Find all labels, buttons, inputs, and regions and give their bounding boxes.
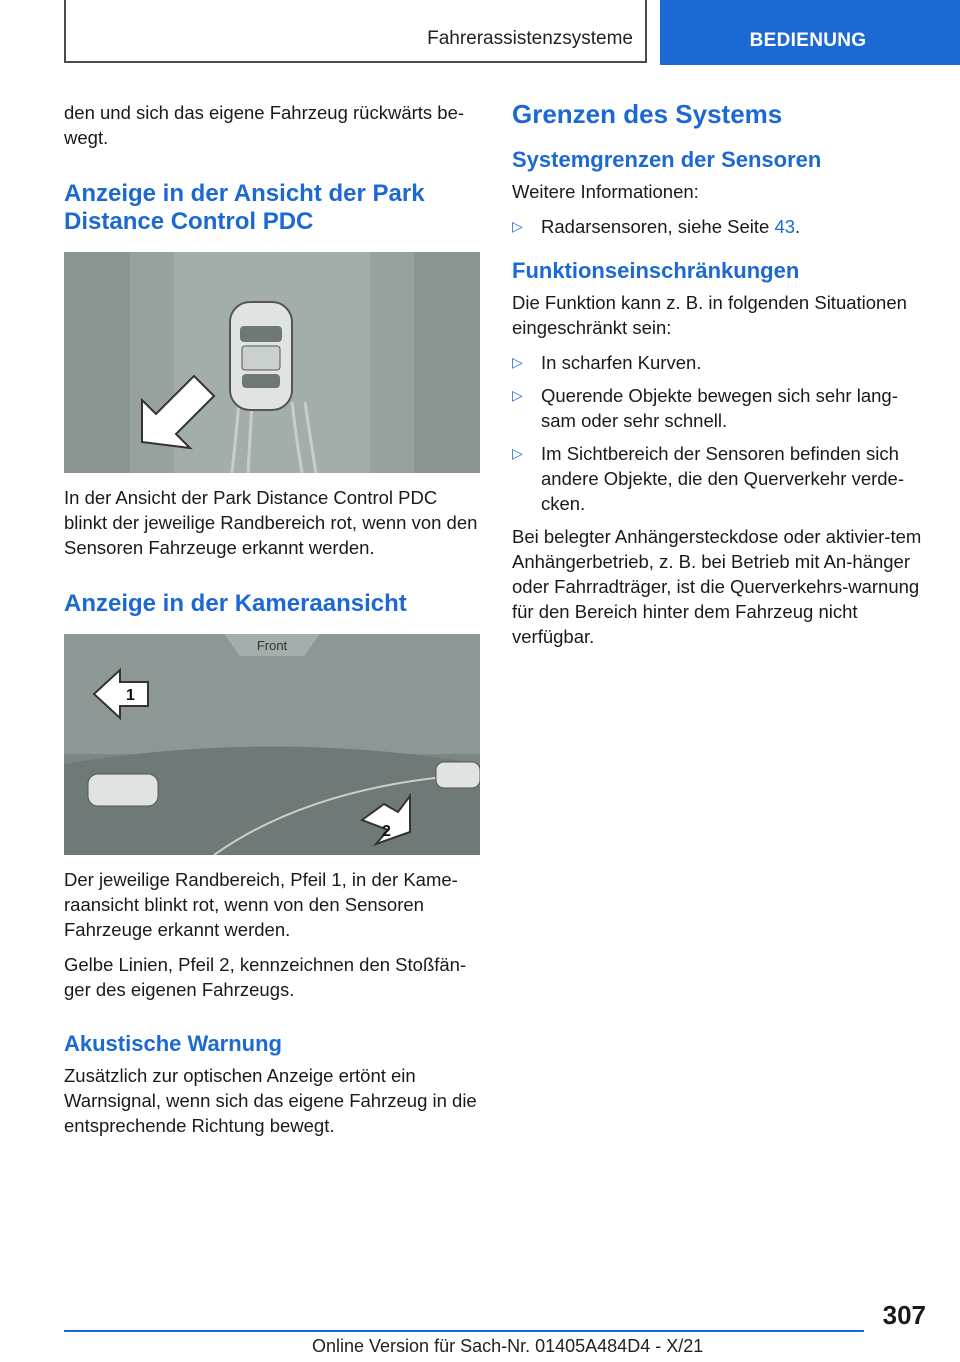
heading-pdc-view: Anzeige in der Ansicht der Park Distance Control PDC bbox=[64, 180, 425, 235]
footer-online-version: Online Version für Sach-Nr. 01405A484D4 - X/21 bbox=[312, 1336, 704, 1356]
list-item bbox=[512, 441, 926, 516]
function-paragraph: Die Funktion kann z. B. in folgenden Situationen eingeschränkt sein: bbox=[512, 292, 907, 338]
bullet-text: Querende Objekte bewegen sich sehr lang-sam oder sehr schnell. bbox=[541, 385, 898, 431]
heading-sensor-limits: Systemgrenzen der Sensoren bbox=[512, 147, 822, 172]
list-item bbox=[512, 350, 926, 375]
camera-paragraph-1: Der jeweilige Randbereich, Pfeil 1, in der Kame-raansicht blinkt rot, wenn von den Sensoren Fahrzeuge erkannt werden. bbox=[64, 869, 458, 940]
page-number: 307 bbox=[882, 1300, 926, 1330]
bullet-text: In scharfen Kurven. bbox=[541, 352, 702, 373]
sensor-bullet-list bbox=[512, 214, 926, 239]
right-column bbox=[512, 100, 926, 659]
trailer-paragraph: Bei belegter Anhängersteckdose oder aktivier-tem Anhängerbetrieb, z. B. bei Betrieb mit An-hänger oder Fahrradträger, ist die Querverkehrs-warnung für den Bereich hinter dem Fahrzeug nicht verfügbar. bbox=[512, 526, 922, 647]
pdc-paragraph: In der Ansicht der Park Distance Control PDC blinkt der jeweilige Randbereich rot, wenn von den Sensoren Fahrzeuge erkannt werden. bbox=[64, 487, 478, 558]
intro-paragraph: den und sich das eigene Fahrzeug rückwärts be-wegt. bbox=[64, 102, 465, 148]
bullet-radar-end: . bbox=[795, 216, 801, 237]
list-item bbox=[512, 214, 926, 239]
heading-acoustic-warning: Akustische Warnung bbox=[64, 1031, 282, 1056]
more-info-paragraph: Weitere Informationen: bbox=[512, 181, 699, 202]
heading-system-limits: Grenzen des Systems bbox=[512, 99, 783, 129]
bullet-radar-text: Radarsensoren, siehe Seite bbox=[541, 216, 775, 237]
triangle-right-icon: ▷ bbox=[512, 354, 523, 370]
restriction-bullet-list bbox=[512, 350, 926, 516]
bullet-text: Im Sichtbereich der Sensoren befinden sich andere Objekte, die den Querverkehr verde-cken. bbox=[541, 443, 905, 514]
front-label: Front bbox=[256, 638, 288, 653]
header-section-box bbox=[64, 0, 647, 63]
header-section-title: Fahrerassistenzsysteme bbox=[427, 28, 633, 49]
pdc-view-illustration bbox=[64, 252, 480, 473]
acoustic-paragraph: Zusätzlich zur optischen Anzeige ertönt ein Warnsignal, wenn sich das eigene Fahrzeug in die entsprechende Richtung bewegt. bbox=[64, 1065, 477, 1136]
triangle-right-icon: ▷ bbox=[512, 218, 523, 234]
header-chapter-title: BEDIENUNG bbox=[749, 30, 867, 51]
heading-function-restrictions: Funktionseinschränkungen bbox=[512, 258, 800, 283]
camera-arrow-1-label: 1 bbox=[126, 687, 135, 704]
list-item bbox=[512, 383, 926, 433]
triangle-right-icon: ▷ bbox=[512, 387, 523, 403]
header-chapter-tab bbox=[660, 0, 960, 65]
triangle-right-icon: ▷ bbox=[512, 445, 523, 461]
left-column bbox=[64, 100, 480, 1148]
page-link-43[interactable]: 43 bbox=[774, 216, 796, 237]
camera-paragraph-2: Gelbe Linien, Pfeil 2, kennzeichnen den Stoßfän-ger des eigenen Fahrzeugs. bbox=[64, 954, 467, 1000]
camera-arrow-2-label: 2 bbox=[382, 823, 391, 840]
camera-view-illustration bbox=[64, 634, 480, 855]
footer-divider bbox=[64, 1330, 864, 1332]
heading-camera-view: Anzeige in der Kameraansicht bbox=[64, 590, 407, 617]
